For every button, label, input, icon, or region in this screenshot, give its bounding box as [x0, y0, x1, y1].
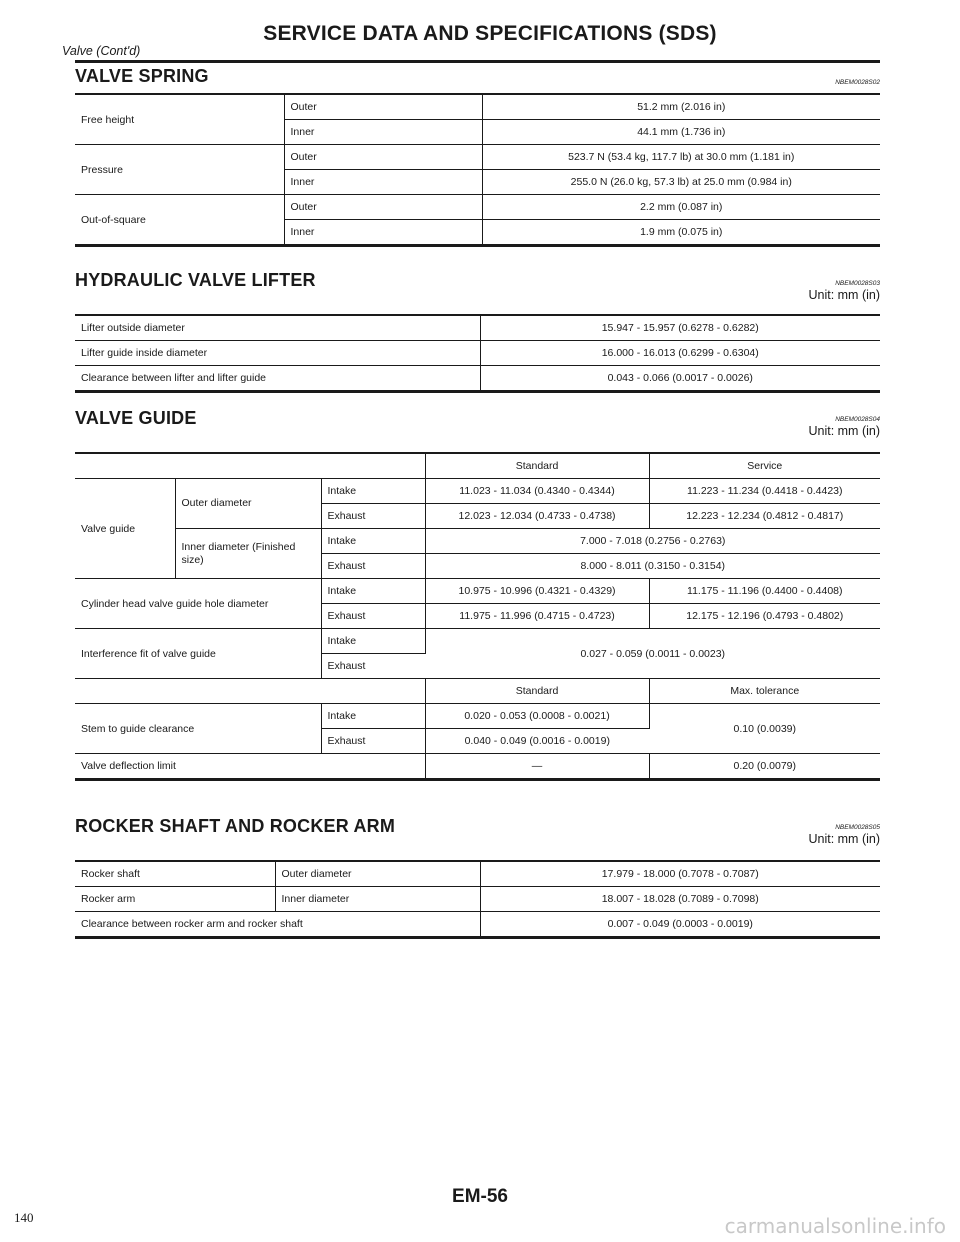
spec-value: 11.023 - 11.034 (0.4340 - 0.4344) [425, 479, 649, 504]
unit-label: Unit: mm (in) [808, 424, 880, 438]
section-title-rocker: ROCKER SHAFT AND ROCKER ARM [75, 816, 396, 836]
section-title-valve-guide: VALVE GUIDE [75, 408, 197, 428]
sub-label: Outer [284, 195, 482, 220]
intake-label: Intake [321, 704, 425, 729]
table-bottom-rule [75, 937, 880, 939]
spec-value: 0.10 (0.0039) [649, 704, 880, 754]
column-header-service: Service [649, 454, 880, 479]
section-code: NBEM0028S04 [835, 416, 880, 423]
valve-guide-section [75, 404, 880, 781]
spec-value: 12.023 - 12.034 (0.4733 - 0.4738) [425, 504, 649, 529]
spec-value: 7.000 - 7.018 (0.2756 - 0.2763) [425, 529, 880, 554]
spec-value: 44.1 mm (1.736 in) [482, 120, 880, 145]
spec-value: 16.000 - 16.013 (0.6299 - 0.6304) [480, 341, 880, 366]
row-label: Rocker arm [75, 887, 275, 912]
row-label: Lifter guide inside diameter [75, 341, 480, 366]
spec-value: 0.007 - 0.049 (0.0003 - 0.0019) [480, 912, 880, 937]
spec-value: — [425, 754, 649, 779]
table-bottom-rule [75, 779, 880, 781]
column-header-max-tolerance: Max. tolerance [649, 679, 880, 704]
spec-value: 0.043 - 0.066 (0.0017 - 0.0026) [480, 366, 880, 391]
table-row [75, 195, 880, 220]
spec-value: 12.223 - 12.234 (0.4812 - 0.4817) [649, 504, 880, 529]
sub-label: Outer diameter [175, 479, 321, 529]
blank-cell [75, 679, 425, 704]
row-label: Clearance between lifter and lifter guide [75, 366, 480, 391]
row-label: Pressure [75, 145, 284, 195]
exhaust-label: Exhaust [321, 729, 425, 754]
hydraulic-lifter-table [75, 316, 880, 391]
column-header-standard: Standard [425, 454, 649, 479]
table-row [75, 862, 880, 887]
spec-value: 0.20 (0.0079) [649, 754, 880, 779]
spec-value: 8.000 - 8.011 (0.3150 - 0.3154) [425, 554, 880, 579]
row-label: Interference fit of valve guide [75, 629, 321, 679]
spec-value: 11.175 - 11.196 (0.4400 - 0.4408) [649, 579, 880, 604]
row-label: Rocker shaft [75, 862, 275, 887]
table-row [75, 341, 880, 366]
sub-label: Inner diameter (Finished size) [175, 529, 321, 579]
table-row [75, 754, 880, 779]
rocker-table [75, 862, 880, 937]
spec-value: 10.975 - 10.996 (0.4321 - 0.4329) [425, 579, 649, 604]
unit-label: Unit: mm (in) [808, 832, 880, 846]
intake-label: Intake [321, 479, 425, 504]
section-code: NBEM0028S03 [835, 280, 880, 287]
table-bottom-rule [75, 245, 880, 247]
table-row [75, 529, 880, 554]
row-label: Lifter outside diameter [75, 316, 480, 341]
spec-value: 15.947 - 15.957 (0.6278 - 0.6282) [480, 316, 880, 341]
blank-cell [75, 454, 425, 479]
row-label: Clearance between rocker arm and rocker shaft [75, 912, 480, 937]
intake-label: Intake [321, 629, 425, 654]
spec-value: 11.223 - 11.234 (0.4418 - 0.4423) [649, 479, 880, 504]
section-title-valve-spring: VALVE SPRING [75, 66, 209, 86]
row-label: Out-of-square [75, 195, 284, 245]
table-row [75, 887, 880, 912]
exhaust-label: Exhaust [321, 554, 425, 579]
table-bottom-rule [75, 391, 880, 393]
margin-page-number: 140 [14, 1210, 34, 1225]
spec-value: 523.7 N (53.4 kg, 117.7 lb) at 30.0 mm (1.181 in) [482, 145, 880, 170]
spec-value: 51.2 mm (2.016 in) [482, 95, 880, 120]
valve-spring-table [75, 95, 880, 245]
spec-value: 2.2 mm (0.087 in) [482, 195, 880, 220]
intake-label: Intake [321, 529, 425, 554]
row-label: Cylinder head valve guide hole diameter [75, 579, 321, 629]
unit-label: Unit: mm (in) [808, 288, 880, 302]
sub-label: Inner [284, 120, 482, 145]
valve-guide-table [75, 454, 880, 779]
table-row [75, 629, 880, 654]
rocker-section [75, 812, 880, 939]
row-label: Valve deflection limit [75, 754, 425, 779]
spec-value: 18.007 - 18.028 (0.7089 - 0.7098) [480, 887, 880, 912]
table-row [75, 366, 880, 391]
spec-value: 17.979 - 18.000 (0.7078 - 0.7087) [480, 862, 880, 887]
sub-label: Outer diameter [275, 862, 480, 887]
table-row [75, 579, 880, 604]
table-row [75, 316, 880, 341]
table-row [75, 704, 880, 729]
table-row [75, 454, 880, 479]
valve-spring-section [75, 60, 880, 247]
spec-value: 12.175 - 12.196 (0.4793 - 0.4802) [649, 604, 880, 629]
spec-value: 0.020 - 0.053 (0.0008 - 0.0021) [425, 704, 649, 729]
sub-label: Outer [284, 95, 482, 120]
column-header-standard: Standard [425, 679, 649, 704]
row-label: Free height [75, 95, 284, 145]
row-label: Stem to guide clearance [75, 704, 321, 754]
spec-value: 1.9 mm (0.075 in) [482, 220, 880, 245]
table-row [75, 912, 880, 937]
table-row [75, 479, 880, 504]
sub-label: Inner [284, 170, 482, 195]
table-row [75, 679, 880, 704]
section-code: NBEM0028S02 [835, 79, 880, 86]
exhaust-label: Exhaust [321, 654, 425, 679]
section-code: NBEM0028S05 [835, 824, 880, 831]
sub-label: Inner [284, 220, 482, 245]
table-row [75, 95, 880, 120]
spec-value: 11.975 - 11.996 (0.4715 - 0.4723) [425, 604, 649, 629]
spec-value: 0.027 - 0.059 (0.0011 - 0.0023) [425, 629, 880, 679]
intake-label: Intake [321, 579, 425, 604]
sub-label: Outer [284, 145, 482, 170]
table-row [75, 145, 880, 170]
spec-value: 0.040 - 0.049 (0.0016 - 0.0019) [425, 729, 649, 754]
row-label: Valve guide [75, 479, 175, 579]
page-title: SERVICE DATA AND SPECIFICATIONS (SDS) [263, 22, 717, 45]
section-title-hydraulic-lifter: HYDRAULIC VALVE LIFTER [75, 270, 316, 290]
page-code: EM-56 [452, 1186, 508, 1207]
exhaust-label: Exhaust [321, 504, 425, 529]
sub-label: Inner diameter [275, 887, 480, 912]
hydraulic-lifter-section [75, 268, 880, 393]
continued-label: Valve (Cont'd) [62, 44, 141, 58]
spec-value: 255.0 N (26.0 kg, 57.3 lb) at 25.0 mm (0.984 in) [482, 170, 880, 195]
watermark: carmanualsonline.info [724, 1214, 946, 1238]
exhaust-label: Exhaust [321, 604, 425, 629]
